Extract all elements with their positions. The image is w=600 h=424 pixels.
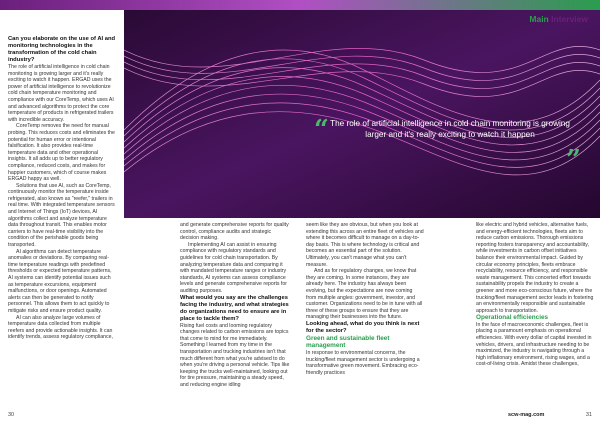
open-quote-icon: “ [314, 115, 329, 145]
footer-url: scw-mag.com [508, 412, 545, 418]
paragraph: AI algorithms can detect temperature anomalies or deviations. By comparing real-time temperature readings with predefined thresholds or expected temperature patterns, AI systems can identify potential issues such as temperature excursions, equipment malfunctions, or door openings. Automated alerts can then be generated to notify personnel. This allows them to act quickly to mitigate risks and ensure product quality. [8, 248, 112, 314]
paragraph: In response to environmental concerns, the trucking/fleet management sector is undergoing a transformative green movement. Embracing eco-friendly practices [306, 349, 420, 376]
paragraph: And as for regulatory changes, we know that they are coming. In some instances, they are already here. The industry has always been evolving, but the expectations are now coming from multiple angles: government, investor, and customer. Organizations need to be in tune with all three of these groups to ensure that they are managing their businesses into the future. [306, 268, 423, 321]
question-3: Looking ahead, what do you think is next for the sector? [306, 320, 420, 334]
column-3 [306, 222, 424, 376]
paragraph: like electric and hybrid vehicles, alternative fuels, and energy-efficient technologies, fleets aim to reduce carbon emissions. Thorough emissions reporting fosters transparency and accountability, while investments in carbon offset initiatives balance their environmental impact. Guided by circular economy principles, fleets embrace recyclability, resource efficiency, and responsible waste management. This concerted effort towards sustainability propels the industry to create a greener and more eco-conscious future, where the trucking/fleet management sector leads in fostering an environmentally responsible and sustainable approach to transportation. [476, 222, 594, 314]
page-number-right: 31 [585, 412, 592, 418]
paragraph: seem like they are obvious, but when you look at extending this across an entire fleet of vehicles and where it becomes difficult to manage on a day-to-day basis. This is where technology is critical and becomes an essential part of the solution. Ultimately, you can't manage what you can't measure. [306, 222, 424, 268]
question-2: What would you say are the challenges facing the industry, and what strategies do organizations need to ensure are in place to tackle them? [180, 294, 289, 322]
top-color-bar [0, 0, 600, 10]
hero-image [124, 10, 600, 218]
column-2 [180, 222, 290, 388]
paragraph: AI can also analyze large volumes of temperature data collected from multiple reefers and provide actionable insights. It can identify trends, assess regulatory compliance, [8, 314, 113, 341]
paragraph: The role of artificial intelligence in cold chain monitoring is growing larger and it's really exciting to watch it happen. ERGAD uses the power of artificial intelligence to revolutionize cold chain temperature monitoring and compliance with our CoreTemp, which uses AI and advanced algorithms to protect the core temperature of products in refrigerated trailers with incredible accuracy. [8, 64, 114, 123]
close-quote-icon: ” [566, 145, 581, 175]
paragraph: Solutions that use AI, such as CoreTemp, continuously monitor the temperature inside refrigerated, also known as "reefer," trailers in real time. With integrated temperature sensors and Internet of Things (IoT) devices, AI algorithms collect and analyze temperature data throughout transit. This enables motor carriers to have real-time visibility into the condition of the perishable goods being transported. [8, 182, 115, 249]
section-label [529, 14, 588, 24]
subheading: Green and sustainable fleet management [306, 334, 390, 350]
column-4 [476, 222, 594, 368]
paragraph: and generate comprehensive reports for quality control, compliance audits and strategic decision making. [180, 222, 289, 242]
pull-quote: The role of artificial intelligence in cold chain monitoring is growing larger and it's really exciting to watch it happen [330, 119, 570, 139]
paragraph: CoreTemp removes the need for manual probing. This reduces costs and eliminates the potential for human error or intentional falsification. It also provides real-time temperature data and other operational insights. It all adds up to better regulatory compliance, reduced costs, and makes for happier customers, which of course makes ERGAD happy as well. [8, 123, 115, 183]
page-number-left: 30 [8, 412, 15, 418]
paragraph: In the face of macroeconomic challenges, fleet is placing a paramount emphasis on operational efficiencies. With every dollar of capital invested in vehicles, drivers, and infrastructure needing to be maximized, the industry is navigating through a high inflationary environment, rising wages, and a cost-of-living crisis. Amidst these challenges, [476, 321, 592, 368]
paragraph: Implementing AI can assist in ensuring compliance with regulatory standards and guidelines for cold chain transportation. By analyzing temperature data and comparing it with mandated temperature ranges or industry standards, AI systems can assess compliance levels and generate comprehensive reports for auditing purposes. [180, 241, 287, 294]
paragraph: Rising fuel costs and looming regulatory changes related to carbon emissions are topics that come to mind for me immediately. Something I learned from my time in the transportation and trucking industries isn't that much different from what you're advised to do when you're driving a personal vehicle. Tips like keeping the trucks well-maintained, looking out for tire pressure, maintaining a steady speed, and reducing engine idling [180, 322, 290, 388]
light-wave-graphic [124, 10, 600, 218]
subheading: Operational efficiencies [476, 314, 549, 322]
section-main: Main [529, 14, 549, 24]
column-1 [8, 36, 116, 341]
section-sub: Interview [551, 14, 588, 24]
question-1: Can you elaborate on the use of AI and monitoring technologies in the transformation of the cold chain industry? [8, 36, 116, 63]
